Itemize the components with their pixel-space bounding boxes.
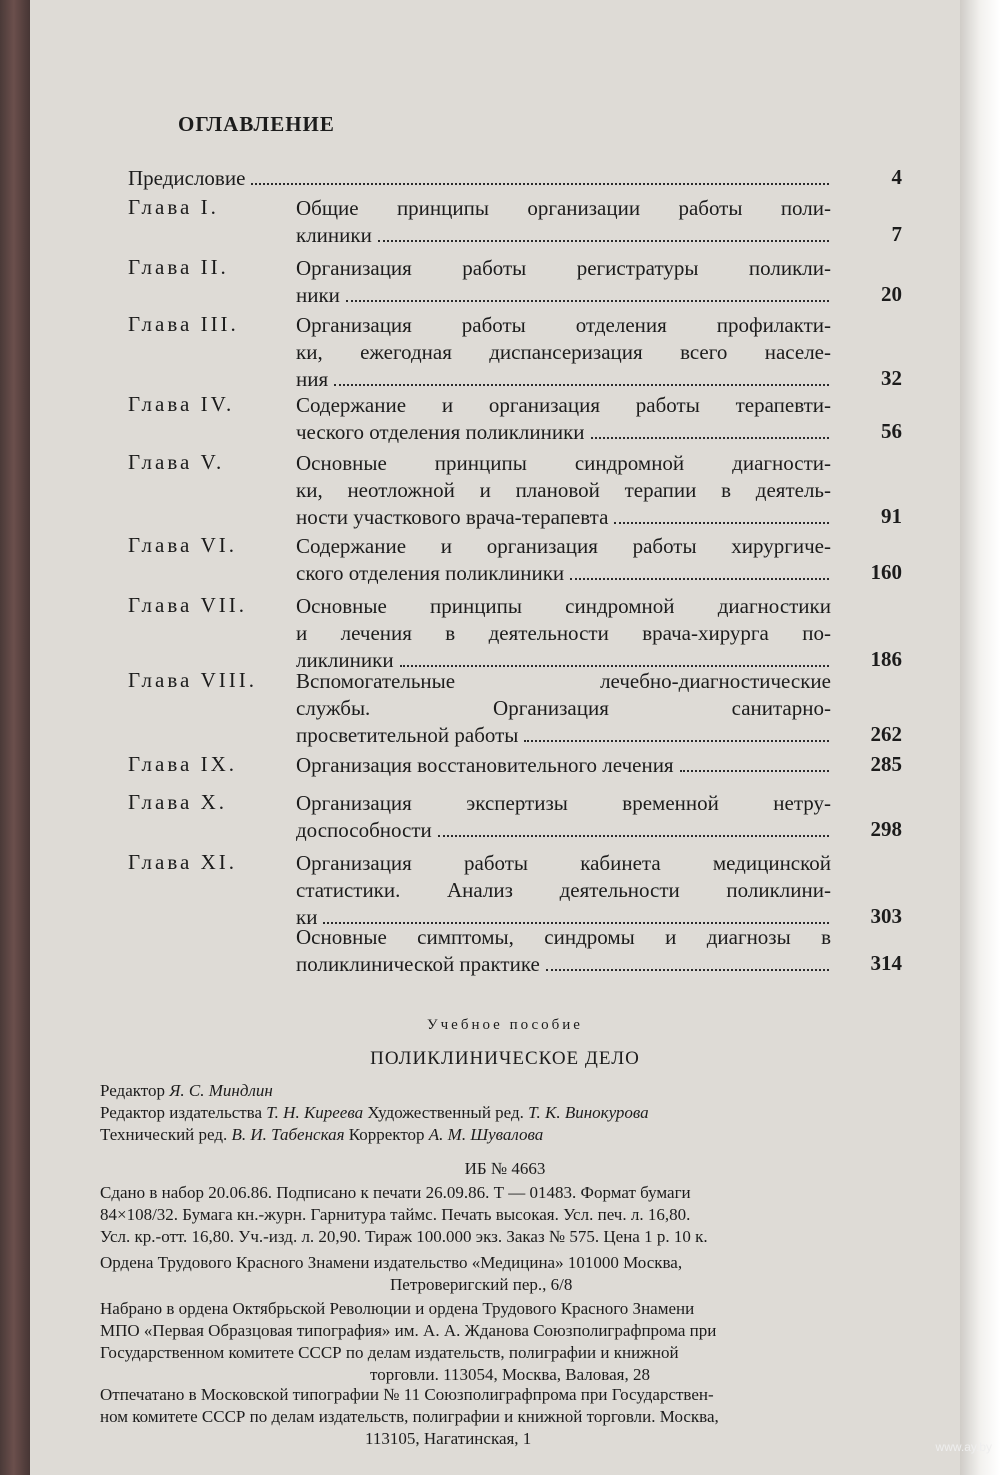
toc-line: ки, неотложной и плановой терапии в деятель- [296, 478, 831, 502]
toc-entry-title [296, 195, 831, 249]
toc-line: ники [296, 283, 340, 307]
toc-entry-title [296, 790, 831, 844]
typeset-info [100, 1298, 910, 1386]
toc-page-number: 32 [881, 366, 902, 390]
dot-leader [546, 969, 829, 971]
toc-page-number: 262 [870, 722, 902, 746]
spec-line: Сдано в набор 20.06.86. Подписано к печати 26.09.86. Т — 01483. Формат бумаги [100, 1183, 691, 1202]
typeset-line: МПО «Первая Образцовая типография» им. А. А. Жданова Союзполиграфпрома при [100, 1321, 717, 1340]
toc-line: Организация работы кабинета медицинской [296, 851, 831, 875]
toc-line: ности участкового врача-терапевта [296, 505, 609, 529]
dot-leader [378, 240, 829, 242]
dot-leader [334, 384, 829, 386]
credit-label: Редактор издательства [100, 1103, 263, 1122]
toc-entry-title [296, 392, 831, 446]
toc-line: Организация работы регистратуры поликли- [296, 256, 831, 280]
toc-page-number: 303 [870, 904, 902, 928]
toc-entry-title [296, 255, 831, 309]
publication-type: Учебное пособие [427, 1017, 583, 1033]
chapter-number: Глава XI. [128, 850, 237, 874]
toc-line: и лечения в деятельности врача-хирурга по- [296, 621, 831, 645]
publisher-line: Петроверигский пер., 6/8 [390, 1275, 573, 1294]
toc-entry-title [296, 533, 831, 587]
next-page-edge [960, 0, 1000, 1475]
credit-name: А. М. Шувалова [428, 1125, 544, 1144]
toc-entry-title [296, 312, 831, 393]
chapter-number: Глава III. [128, 312, 239, 336]
toc-line: просветительной работы [296, 723, 519, 747]
toc-page-number: 91 [881, 504, 902, 528]
printed-line: Отпечатано в Московской типографии № 11 Союзполиграфпрома при Государствен- [100, 1385, 714, 1404]
toc-entry-title [296, 668, 831, 749]
toc-line: Организация работы отделения профилакти- [296, 313, 831, 337]
toc-line: Основные принципы синдромной диагностики [296, 594, 831, 618]
credit-name: Т. К. Винокурова [528, 1103, 649, 1122]
toc-entry-title [128, 165, 831, 192]
toc-line: Предисловие [128, 166, 246, 190]
toc-line: ния [296, 367, 329, 391]
toc-page-number: 56 [881, 419, 902, 443]
toc-page-number: 4 [891, 165, 902, 189]
dot-leader [614, 522, 829, 524]
credit-label: Художественный ред. [367, 1103, 524, 1122]
toc-line: Вспомогательные лечебно-диагностические [296, 669, 831, 693]
watermark: www.ay.by [935, 1440, 992, 1454]
spec-line: Усл. кр.-отт. 16,80. Уч.-изд. л. 20,90. Тираж 100.000 экз. Заказ № 575. Цена 1 р. 10 к. [100, 1227, 708, 1246]
dot-leader [524, 740, 829, 742]
spec-line: 84×108/32. Бумага кн.-журн. Гарнитура таймс. Печать высокая. Усл. печ. л. 16,80. [100, 1205, 691, 1224]
toc-line: клиники [296, 223, 372, 247]
publisher-line: Ордена Трудового Красного Знамени издательство «Медицина» 101000 Москва, [100, 1253, 683, 1272]
printed-info [100, 1384, 910, 1450]
credit-label: Технический ред. [100, 1125, 228, 1144]
toc-page-number: 314 [870, 951, 902, 975]
toc-line: ки, ежегодная диспансеризация всего населе- [296, 340, 831, 364]
chapter-number: Глава I. [128, 195, 219, 219]
chapter-number: Глава VI. [128, 533, 237, 557]
toc-entry-title [296, 752, 831, 779]
book-title: ПОЛИКЛИНИЧЕСКОЕ ДЕЛО [370, 1048, 640, 1069]
chapter-number: Глава II. [128, 255, 229, 279]
chapter-number: Глава X. [128, 790, 227, 814]
toc-page-number: 7 [891, 222, 902, 246]
credit-label: Редактор [100, 1081, 165, 1100]
toc-line: ликлиники [296, 648, 394, 672]
dot-leader [591, 437, 829, 439]
toc-line: Организация экспертизы временной нетру- [296, 791, 831, 815]
printed-line: ном комитете СССР по делам издательств, полиграфии и книжной торговли. Москва, [100, 1407, 719, 1426]
dot-leader [251, 183, 829, 185]
toc-line: доспособности [296, 818, 432, 842]
toc-entry-title [296, 450, 831, 531]
toc-line: Содержание и организация работы терапевти- [296, 393, 831, 417]
credit-name: Т. Н. Киреева [266, 1103, 364, 1122]
dot-leader [570, 578, 829, 580]
toc-page-number: 285 [870, 752, 902, 776]
toc-line: поликлинической практике [296, 952, 540, 976]
toc-entry-title [296, 850, 831, 931]
toc-line: Общие принципы организации работы поли- [296, 196, 831, 220]
chapter-number: Глава IX. [128, 752, 237, 776]
toc-entry-title [296, 924, 831, 978]
toc-page-number: 186 [870, 647, 902, 671]
publisher-info [100, 1252, 910, 1296]
toc-line: службы. Организация санитарно- [296, 696, 831, 720]
ib-number: ИБ № 4663 [464, 1159, 546, 1178]
print-specs [100, 1182, 910, 1248]
chapter-number: Глава IV. [128, 392, 235, 416]
credit-name: Я. С. Миндлин [169, 1081, 273, 1100]
credit-name: В. И. Табенская [231, 1125, 345, 1144]
dot-leader [400, 665, 829, 667]
toc-entry-title [296, 593, 831, 674]
toc-line: ческого отделения поликлиники [296, 420, 585, 444]
toc-heading: ОГЛАВЛЕНИЕ [178, 112, 335, 136]
chapter-number: Глава VII. [128, 593, 247, 617]
credit-label: Корректор [348, 1125, 425, 1144]
toc-line: Основные симптомы, синдромы и диагнозы в [296, 925, 831, 949]
typeset-line: Государственном комитете СССР по делам издательств, полиграфии и книжной [100, 1343, 679, 1362]
toc-line: статистики. Анализ деятельности поликлини- [296, 878, 831, 902]
book-binding [0, 0, 34, 1475]
toc-page-number: 160 [870, 560, 902, 584]
printed-line: 113105, Нагатинская, 1 [365, 1429, 532, 1448]
toc-line: ского отделения поликлиники [296, 561, 565, 585]
toc-line: Организация восстановительного лечения [296, 753, 674, 777]
chapter-number: Глава VIII. [128, 668, 257, 692]
dot-leader [680, 770, 829, 772]
toc-line: ки [296, 905, 318, 929]
typeset-line: торговли. 113054, Москва, Валовая, 28 [370, 1365, 650, 1384]
dot-leader [438, 835, 829, 837]
chapter-number: Глава V. [128, 450, 225, 474]
credits [100, 1080, 910, 1146]
toc-page-number: 298 [870, 817, 902, 841]
toc-line: Содержание и организация работы хирургиче- [296, 534, 831, 558]
toc-line: Основные принципы синдромной диагности- [296, 451, 831, 475]
typeset-line: Набрано в ордена Октябрьской Революции и ордена Трудового Красного Знамени [100, 1299, 695, 1318]
dot-leader [346, 300, 829, 302]
toc-page-number: 20 [881, 282, 902, 306]
